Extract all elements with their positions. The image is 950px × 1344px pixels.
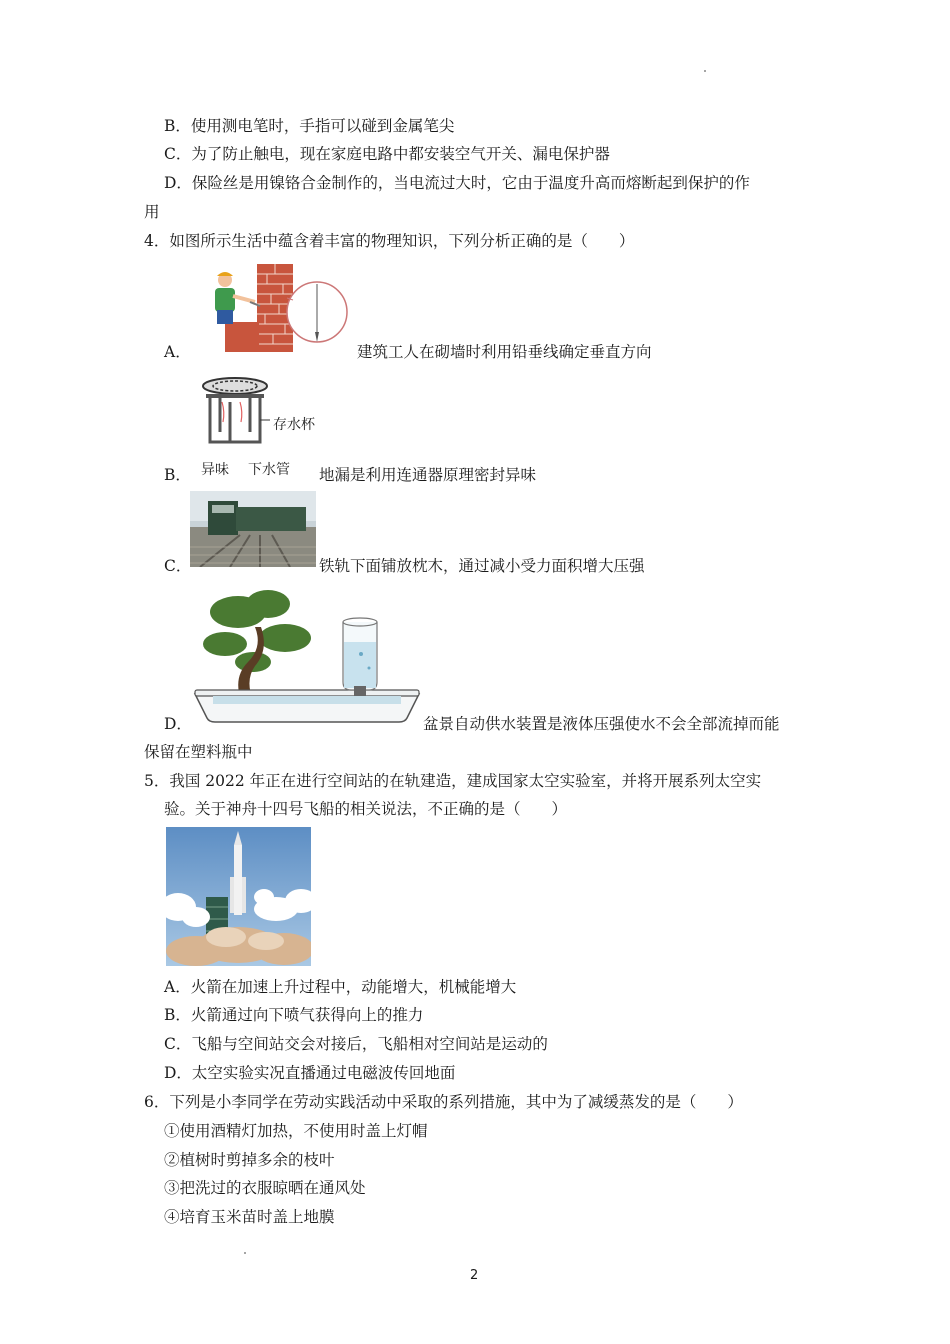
rocket-launch-photo [166, 827, 311, 966]
q6-item-1: ①使用酒精灯加热，不使用时盖上灯帽 [164, 1122, 428, 1140]
q4-option-d-text: 盆景自动供水装置是液体压强使水不会全部流掉而能 [423, 715, 780, 733]
q5-option-d: D．太空实验实况直播通过电磁波传回地面 [164, 1064, 456, 1082]
q4-option-d-label: D． [164, 715, 192, 733]
floor-drain-cup-label: 存水杯 [273, 417, 315, 433]
q4-stem: 4．如图所示生活中蕴含着丰富的物理知识，下列分析正确的是（ ） [144, 232, 635, 250]
q6-item-4: ④培育玉米苗时盖上地膜 [164, 1208, 335, 1226]
q5-option-c: C．飞船与空间站交会对接后，飞船相对空间站是运动的 [164, 1035, 548, 1053]
q5-option-b: B．火箭通过向下喷气获得向上的推力 [164, 1006, 424, 1024]
q4-option-d-text-line2: 保留在塑料瓶中 [144, 743, 253, 761]
q4-option-c-label: C． [164, 557, 192, 575]
q4-option-a-text: 建筑工人在砌墙时利用铅垂线确定垂直方向 [357, 343, 652, 361]
page-number: 2 [470, 1268, 479, 1283]
q5-stem-line2: 验。关于神舟十四号飞船的相关说法，不正确的是（ ） [164, 800, 568, 818]
scan-mark [704, 70, 706, 72]
q6-item-2: ②植树时剪掉多余的枝叶 [164, 1151, 335, 1169]
q3-option-d-line1: D．保险丝是用镍铬合金制作的，当电流过大时，它由于温度升高而熔断起到保护的作 [164, 174, 750, 192]
bricklayer-plumb-figure [205, 262, 350, 357]
q6-item-3: ③把洗过的衣服晾晒在通风处 [164, 1179, 366, 1197]
q4-option-c-text: 铁轨下面铺放枕木，通过减小受力面积增大压强 [319, 557, 645, 575]
bonsai-water-supply-figure [193, 582, 421, 724]
q4-option-b-text: 地漏是利用连通器原理密封异味 [319, 466, 537, 484]
q4-option-b-label: B． [164, 466, 191, 484]
q6-stem: 6．下列是小李同学在劳动实践活动中采取的系列措施，其中为了减缓蒸发的是（ ） [144, 1093, 743, 1111]
railway-train-photo [190, 491, 316, 567]
q3-option-b: B．使用测电笔时，手指可以碰到金属笔尖 [164, 117, 455, 135]
floor-drain-smell-label: 异味 [201, 462, 229, 478]
floor-drain-pipe-label: 下水管 [248, 462, 290, 478]
q3-option-c: C．为了防止触电，现在家庭电路中都安装空气开关、漏电保护器 [164, 145, 610, 163]
scan-mark [244, 1252, 246, 1254]
q5-option-a: A．火箭在加速上升过程中，动能增大，机械能增大 [164, 978, 517, 996]
q5-stem-line1: 5．我国 2022 年正在进行空间站的在轨建造，建成国家太空实验室，并将开展系列太空实 [144, 772, 762, 790]
floor-drain-figure [198, 372, 328, 454]
q3-option-d-line2: 用 [144, 203, 160, 221]
q4-option-a-label: A． [164, 343, 191, 361]
